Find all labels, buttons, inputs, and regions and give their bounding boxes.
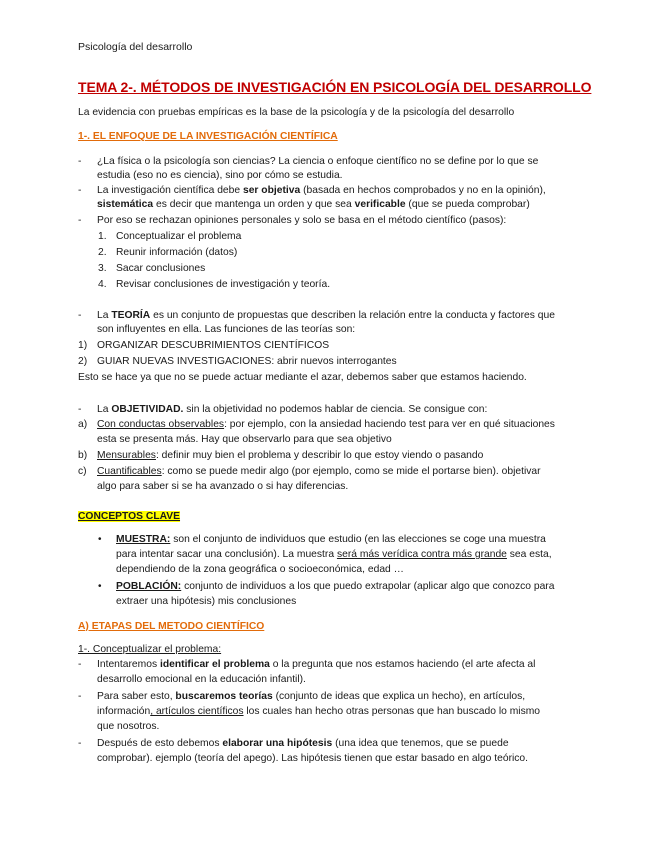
list-item-continuation: comprobar). ejemplo (teoría del apego). Las hipótesis tienen que estar basado en algo teórico. [97, 753, 529, 764]
subsection-heading: 1-. Conceptualizar el problema: [78, 644, 222, 655]
list-dash: - [78, 215, 82, 226]
step-item: Conceptualizar el problema [116, 231, 242, 242]
step-number: 2. [98, 247, 107, 258]
objetividad-item: Cuantificables: como se puede medir algo (por ejemplo, como se mide el portarse bien). objetivar [97, 466, 541, 477]
objetividad-paragraph: La OBJETIVIDAD. sin la objetividad no podemos hablar de ciencia. Se consigue con: [97, 404, 488, 415]
function-number: 2) [78, 356, 88, 367]
poblacion-item: POBLACIÓN: conjunto de individuos a los que puedo extrapolar (aplicar algo que conozco para [116, 581, 555, 592]
list-item-continuation: información, artículos científicos los cuales han hecho otras personas que han buscado lo mismo [97, 706, 541, 717]
bullet: • [98, 534, 102, 545]
list-item-continuation: sistemática es decir que mantenga un orden y que sea verificable (que se pueda comprobar) [97, 199, 530, 210]
list-item: ¿La física o la psicología son ciencias? La ciencia o enfoque científico no se define por lo que se [97, 156, 539, 167]
item-letter: a) [78, 419, 88, 430]
list-item-continuation: desarrollo emocional en la educación infantil). [97, 674, 306, 685]
function-item: ORGANIZAR DESCUBRIMIENTOS CIENTÍFICOS [97, 340, 330, 351]
list-item: Para saber esto, buscaremos teorías (conjunto de ideas que explica un hecho), en artículos, [97, 691, 526, 702]
list-item: La investigación científica debe ser objetiva (basada en hechos comprobados y no en la opinión), [97, 185, 546, 196]
list-dash: - [78, 738, 82, 749]
step-number: 1. [98, 231, 107, 242]
list-dash: - [78, 691, 82, 702]
list-dash: - [78, 659, 82, 670]
objetividad-item: Con conductas observables: por ejemplo, con la ansiedad haciendo test para ver en qué situaciones [97, 419, 555, 430]
step-item: Sacar conclusiones [116, 263, 206, 274]
list-item-continuation: que nosotros. [97, 721, 160, 732]
conceptos-clave-heading: CONCEPTOS CLAVE [78, 511, 181, 522]
list-dash: - [78, 156, 82, 167]
list-item: Intentaremos identificar el problema o la pregunta que nos estamos haciendo (el arte afecta al [97, 659, 536, 670]
item-letter: b) [78, 450, 88, 461]
document-title: TEMA 2-. MÉTODOS DE INVESTIGACIÓN EN PSICOLOGÍA DEL DESARROLLO [78, 79, 592, 95]
bullet: • [98, 581, 102, 592]
list-item-continuation: estudia (eso no es ciencia), sino por cómo se estudia. [97, 170, 343, 181]
function-number: 1) [78, 340, 88, 351]
teoria-paragraph: La TEORÍA es un conjunto de propuestas que describen la relación entre la conducta y factores que [97, 310, 555, 321]
list-item: Después de esto debemos elaborar una hipótesis (una idea que tenemos, que se puede [97, 738, 509, 749]
step-number: 4. [98, 279, 107, 290]
section-heading-etapas: A) ETAPAS DEL METODO CIENTÍFICO [78, 621, 265, 632]
list-dash: - [78, 185, 82, 196]
step-item: Revisar conclusiones de investigación y teoría. [116, 279, 331, 290]
page-header: Psicología del desarrollo [78, 41, 193, 53]
poblacion-continuation: extraer una hipótesis) mis conclusiones [116, 596, 297, 607]
objetividad-item-continuation: algo para saber si se ha avanzado o si hay diferencias. [97, 481, 349, 492]
objetividad-item-continuation: esta se presenta más. Hay que observarlo para que sea objetivo [97, 434, 392, 445]
step-item: Reunir información (datos) [116, 247, 238, 258]
item-letter: c) [78, 466, 87, 477]
list-item: Por eso se rechazan opiniones personales y solo se basa en el método científico (pasos): [97, 215, 507, 226]
list-dash: - [78, 404, 82, 415]
objetividad-item: Mensurables: definir muy bien el problema y describir lo que estoy viendo o pasando [97, 450, 484, 461]
intro-text: La evidencia con pruebas empíricas es la base de la psicología y de la psicología del desarrollo [78, 107, 515, 118]
teoria-continuation: son influyentes en ella. Las funciones de las teorías son: [97, 324, 356, 335]
muestra-continuation: para intentar sacar una conclusión). La muestra será más verídica contra más grande sea esta, [116, 549, 552, 560]
section-heading-enfoque: 1-. EL ENFOQUE DE LA INVESTIGACIÓN CIENTÍFICA [78, 131, 338, 142]
muestra-continuation: dependiendo de la zona geográfica o socioeconómica, edad … [116, 564, 404, 575]
azar-paragraph: Esto se hace ya que no se puede actuar mediante el azar, debemos saber que estamos haciendo. [78, 372, 527, 383]
function-item: GUIAR NUEVAS INVESTIGACIONES: abrir nuevos interrogantes [97, 356, 397, 367]
muestra-item: MUESTRA: son el conjunto de individuos que estudio (en las elecciones se coge una muestra [116, 534, 546, 545]
step-number: 3. [98, 263, 107, 274]
list-dash: - [78, 310, 82, 321]
